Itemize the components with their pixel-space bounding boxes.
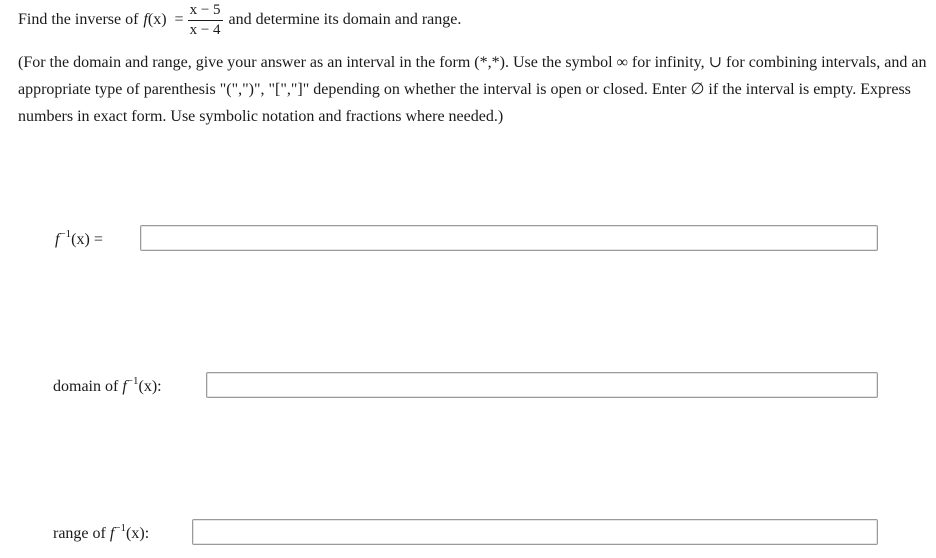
range-superscript: −1 bbox=[114, 521, 127, 534]
range-input[interactable] bbox=[192, 519, 878, 545]
equals-sign: = bbox=[174, 11, 184, 28]
domain-label-prefix: domain of bbox=[53, 377, 123, 395]
domain-superscript: −1 bbox=[126, 374, 139, 387]
question-statement bbox=[18, 0, 461, 40]
function-expression bbox=[143, 11, 183, 29]
inverse-label bbox=[55, 228, 103, 249]
inverse-label-suffix: = bbox=[89, 230, 103, 248]
domain-label-suffix: : bbox=[157, 377, 162, 395]
inverse-answer-row bbox=[55, 223, 103, 253]
question-suffix: and determine its domain and range. bbox=[228, 11, 462, 28]
domain-func-name: f bbox=[122, 377, 127, 395]
domain-func-arg: (x) bbox=[138, 377, 158, 395]
inverse-func-name: f bbox=[55, 230, 60, 248]
inverse-input[interactable] bbox=[140, 225, 878, 251]
function-name: f bbox=[143, 11, 148, 28]
domain-label bbox=[53, 375, 162, 396]
inverse-superscript: −1 bbox=[59, 227, 72, 240]
fraction-denominator: x − 4 bbox=[189, 21, 221, 38]
function-fraction bbox=[188, 2, 223, 39]
range-answer-row bbox=[53, 517, 149, 547]
domain-input[interactable] bbox=[206, 372, 878, 398]
range-label-prefix: range of bbox=[53, 524, 110, 542]
function-argument: (x) bbox=[147, 11, 167, 28]
range-label bbox=[53, 522, 149, 543]
answer-instructions: (For the domain and range, give your answer as an interval in the form (*,*). Use the symbol ∞ for infinity, ∪ for combining intervals, and an appropriate type of parenthesis "(",")", "[","]" depending on whether the interval is open or closed. Enter ∅ if the interval is empty. Express numbers in exact form. Use symbolic notation and fractions where needed.) bbox=[18, 54, 927, 125]
range-func-arg: (x) bbox=[126, 524, 145, 542]
range-func-name: f bbox=[109, 524, 115, 542]
range-label-suffix: : bbox=[144, 524, 150, 542]
question-prefix: Find the inverse of bbox=[18, 11, 139, 28]
domain-answer-row bbox=[53, 370, 162, 400]
fraction-numerator: x − 5 bbox=[188, 2, 223, 21]
inverse-func-arg: (x) bbox=[71, 230, 90, 248]
